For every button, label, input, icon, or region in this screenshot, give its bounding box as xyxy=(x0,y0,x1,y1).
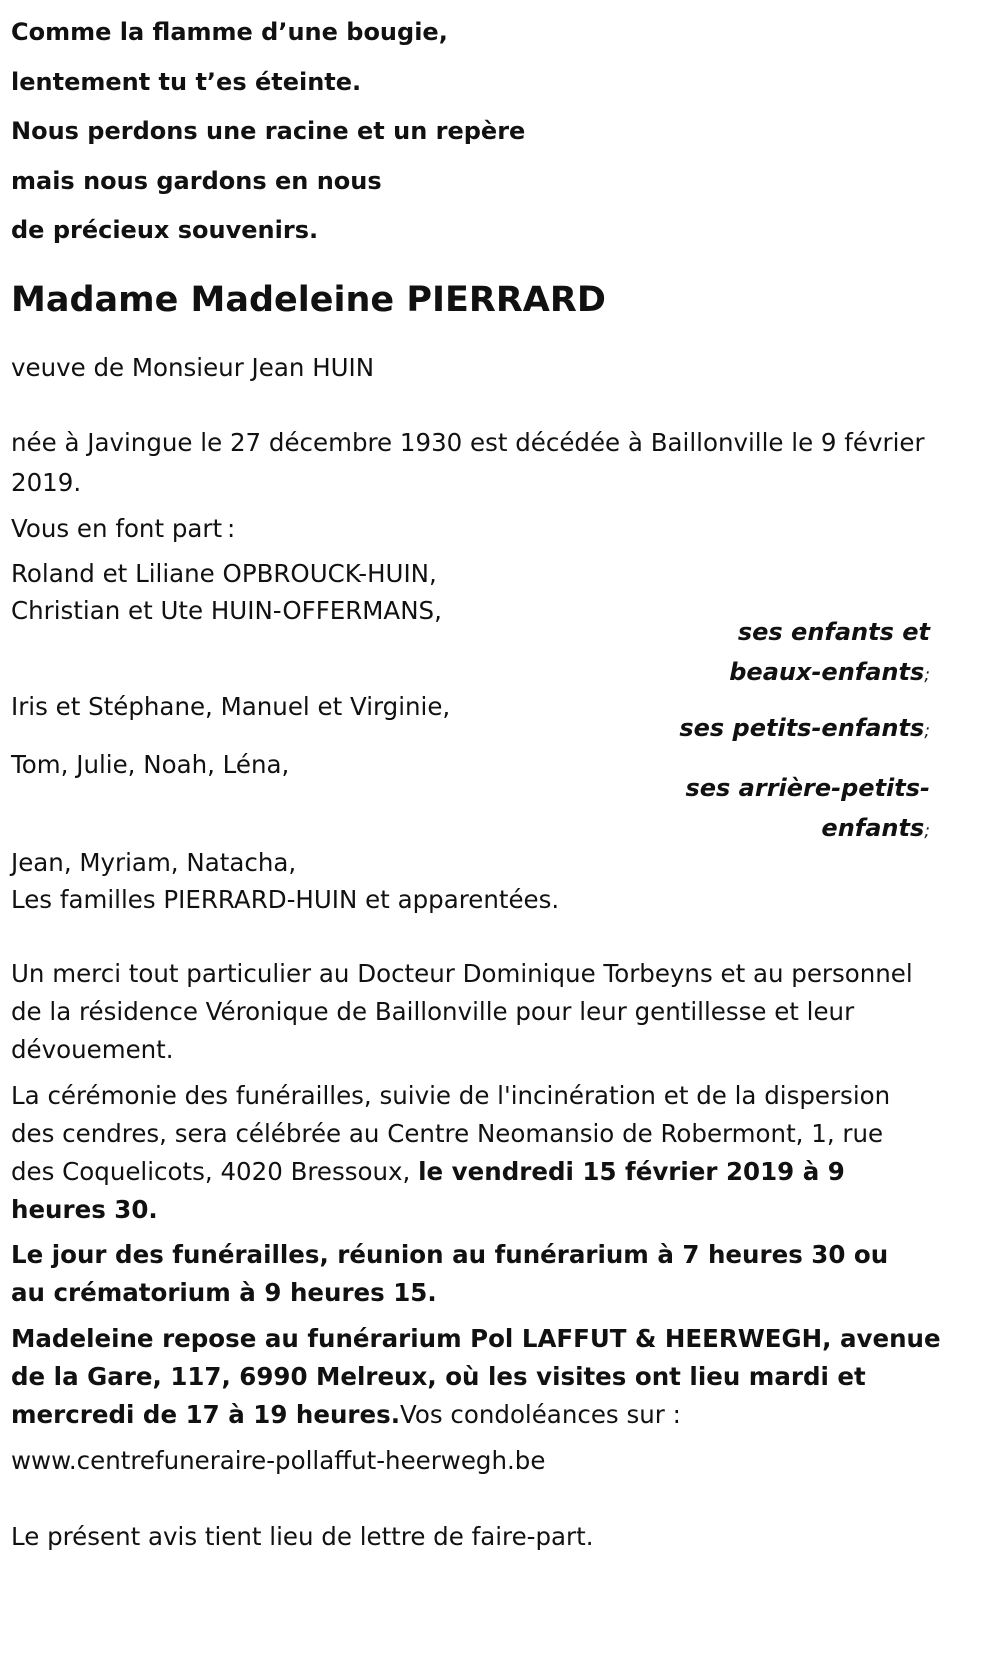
announce: Vous en font part : xyxy=(11,514,236,543)
great-grandchildren: Tom, Julie, Noah, Léna, xyxy=(11,750,290,779)
separator: ; xyxy=(924,665,930,685)
others-line-1: Jean, Myriam, Natacha, xyxy=(11,848,297,877)
ceremony-paragraph xyxy=(11,1077,926,1229)
children-relation-line-2: beaux-enfants xyxy=(729,658,925,686)
great-grandchildren-relation-line-1: ses arrière-petits- xyxy=(685,774,930,802)
separator: ; xyxy=(924,821,930,841)
poem-line: lentement tu t’es éteinte. xyxy=(11,67,362,96)
others-line-2: Les familles PIERRARD-HUIN et apparentées. xyxy=(11,885,560,914)
widow-of: veuve de Monsieur Jean HUIN xyxy=(11,353,375,382)
rest-text: Madeleine repose au funérarium Pol LAFFUT & HEERWEGH, avenue de la Gare, 117, 6990 Melreux, où les visites ont lieu mardi et mercredi de 17 à 19 heures. xyxy=(11,1324,941,1429)
poem-line: de précieux souvenirs. xyxy=(11,216,319,244)
children-relation-line-1: ses enfants et xyxy=(737,618,930,646)
separator: ; xyxy=(924,721,930,741)
poem-line: Comme la flamme d’une bougie, xyxy=(11,18,448,46)
children-line-1: Roland et Liliane OPBROUCK-HUIN, xyxy=(11,559,437,588)
thanks-paragraph: Un merci tout particulier au Docteur Dominique Torbeyns et au personnel de la résidence Véronique de Baillonville pour leur gentillesse et leur dévouement. xyxy=(11,959,913,1064)
children-relation xyxy=(530,612,930,695)
meeting-paragraph: Le jour des funérailles, réunion au funérarium à 7 heures 30 ou au crématorium à 9 heures 15. xyxy=(11,1240,889,1307)
condolences-text: Vos condoléances sur : xyxy=(400,1400,681,1429)
birth-death: née à Javingue le 27 décembre 1930 est décédée à Baillonville le 9 février 2019. xyxy=(11,428,925,497)
rest-paragraph xyxy=(11,1320,941,1434)
great-grandchildren-relation xyxy=(530,768,930,851)
grandchildren: Iris et Stéphane, Manuel et Virginie, xyxy=(11,692,451,721)
poem-line: mais nous gardons en nous xyxy=(11,166,382,195)
closing-text: Le présent avis tient lieu de lettre de faire-part. xyxy=(11,1522,594,1551)
website-link[interactable]: www.centrefuneraire-pollaffut-heerwegh.be xyxy=(11,1446,546,1475)
great-grandchildren-relation-line-2: enfants xyxy=(821,814,925,842)
poem-line: Nous perdons une racine et un repère xyxy=(11,117,526,145)
ceremony-date: le vendredi 15 février 2019 à 9 heures 30. xyxy=(11,1157,845,1224)
deceased-name: Madame Madeleine PIERRARD xyxy=(11,280,606,320)
children-line-2: Christian et Ute HUIN-OFFERMANS, xyxy=(11,596,442,625)
poem xyxy=(11,8,525,256)
ceremony-text: La cérémonie des funérailles, suivie de l'incinération et de la dispersion des cendres, sera célébrée au Centre Neomansio de Robermont, 1, rue des Coquelicots, 4020 Bressoux, xyxy=(11,1081,891,1186)
grandchildren-relation-label: ses petits-enfants xyxy=(679,714,925,742)
